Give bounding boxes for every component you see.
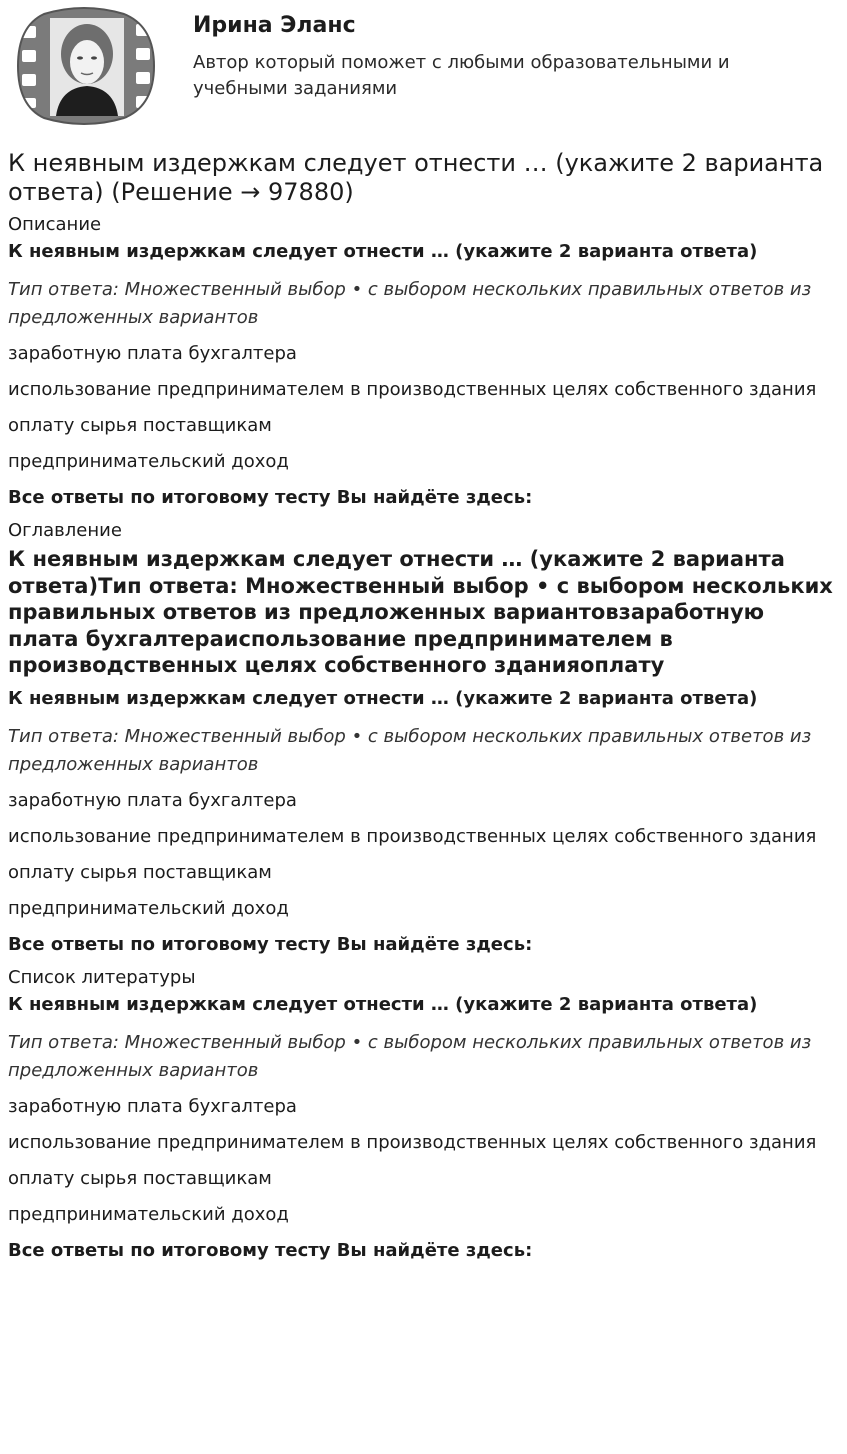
toc-heading: К неявным издержкам следует отнести … (укажите 2 варианта ответа)Тип ответа: Множественный выбор • с выбором нескольких правильных ответов из предложенных вариантовзаработную плата бухгалтераиспользование предпринимателем в производственных целях собственного зданияоплату <box>8 547 833 677</box>
all-answers-note: Все ответы по итоговому тесту Вы найдёте здесь: <box>8 487 533 508</box>
question-type: Тип ответа: Множественный выбор • с выбором нескольких правильных ответов из предложенных вариантов <box>8 279 812 328</box>
answer-option: предпринимательский доход <box>8 1203 289 1225</box>
page-title: К неявным издержкам следует отнести … (укажите 2 варианта ответа) (Решение → 97880) <box>8 149 824 206</box>
all-answers-note: Все ответы по итоговому тесту Вы найдёте здесь: <box>8 1239 533 1261</box>
answer-option: заработную плата бухгалтера <box>8 343 297 364</box>
description-section <box>8 213 839 510</box>
author-header <box>8 0 839 140</box>
question-type: Тип ответа: Множественный выбор • с выбором нескольких правильных ответов из предложенных вариантов <box>8 1031 812 1081</box>
answer-option: заработную плата бухгалтера <box>8 789 297 811</box>
section-label-description: Описание <box>8 214 102 235</box>
answer-option: использование предпринимателем в производственных целях собственного здания <box>8 825 817 847</box>
section-label-references: Список литературы <box>8 966 196 988</box>
references-section <box>8 966 839 1263</box>
answer-option: оплату сырья поставщикам <box>8 861 272 883</box>
question-text: К неявным издержкам следует отнести … (укажите 2 варианта ответа) <box>8 687 758 709</box>
answer-option: заработную плата бухгалтера <box>8 1095 297 1117</box>
question-text: К неявным издержкам следует отнести … (укажите 2 варианта ответа) <box>8 993 758 1015</box>
answer-option: оплату сырья поставщикам <box>8 415 272 436</box>
question-text: К неявным издержкам следует отнести … (укажите 2 варианта ответа) <box>8 241 758 262</box>
author-description: Автор который поможет с любыми образовательными и учебными заданиями <box>193 52 730 99</box>
toc-section <box>8 519 839 957</box>
answer-option: предпринимательский доход <box>8 897 289 919</box>
answer-option: использование предпринимателем в производственных целях собственного здания <box>8 379 817 400</box>
author-name[interactable]: Ирина Эланс <box>193 13 356 38</box>
all-answers-note: Все ответы по итоговому тесту Вы найдёте здесь: <box>8 933 533 955</box>
question-type: Тип ответа: Множественный выбор • с выбором нескольких правильных ответов из предложенных вариантов <box>8 725 812 775</box>
author-avatar <box>14 6 160 128</box>
section-label-toc: Оглавление <box>8 520 122 541</box>
answer-option: использование предпринимателем в производственных целях собственного здания <box>8 1131 817 1153</box>
answer-option: оплату сырья поставщикам <box>8 1167 272 1189</box>
answer-option: предпринимательский доход <box>8 451 289 472</box>
